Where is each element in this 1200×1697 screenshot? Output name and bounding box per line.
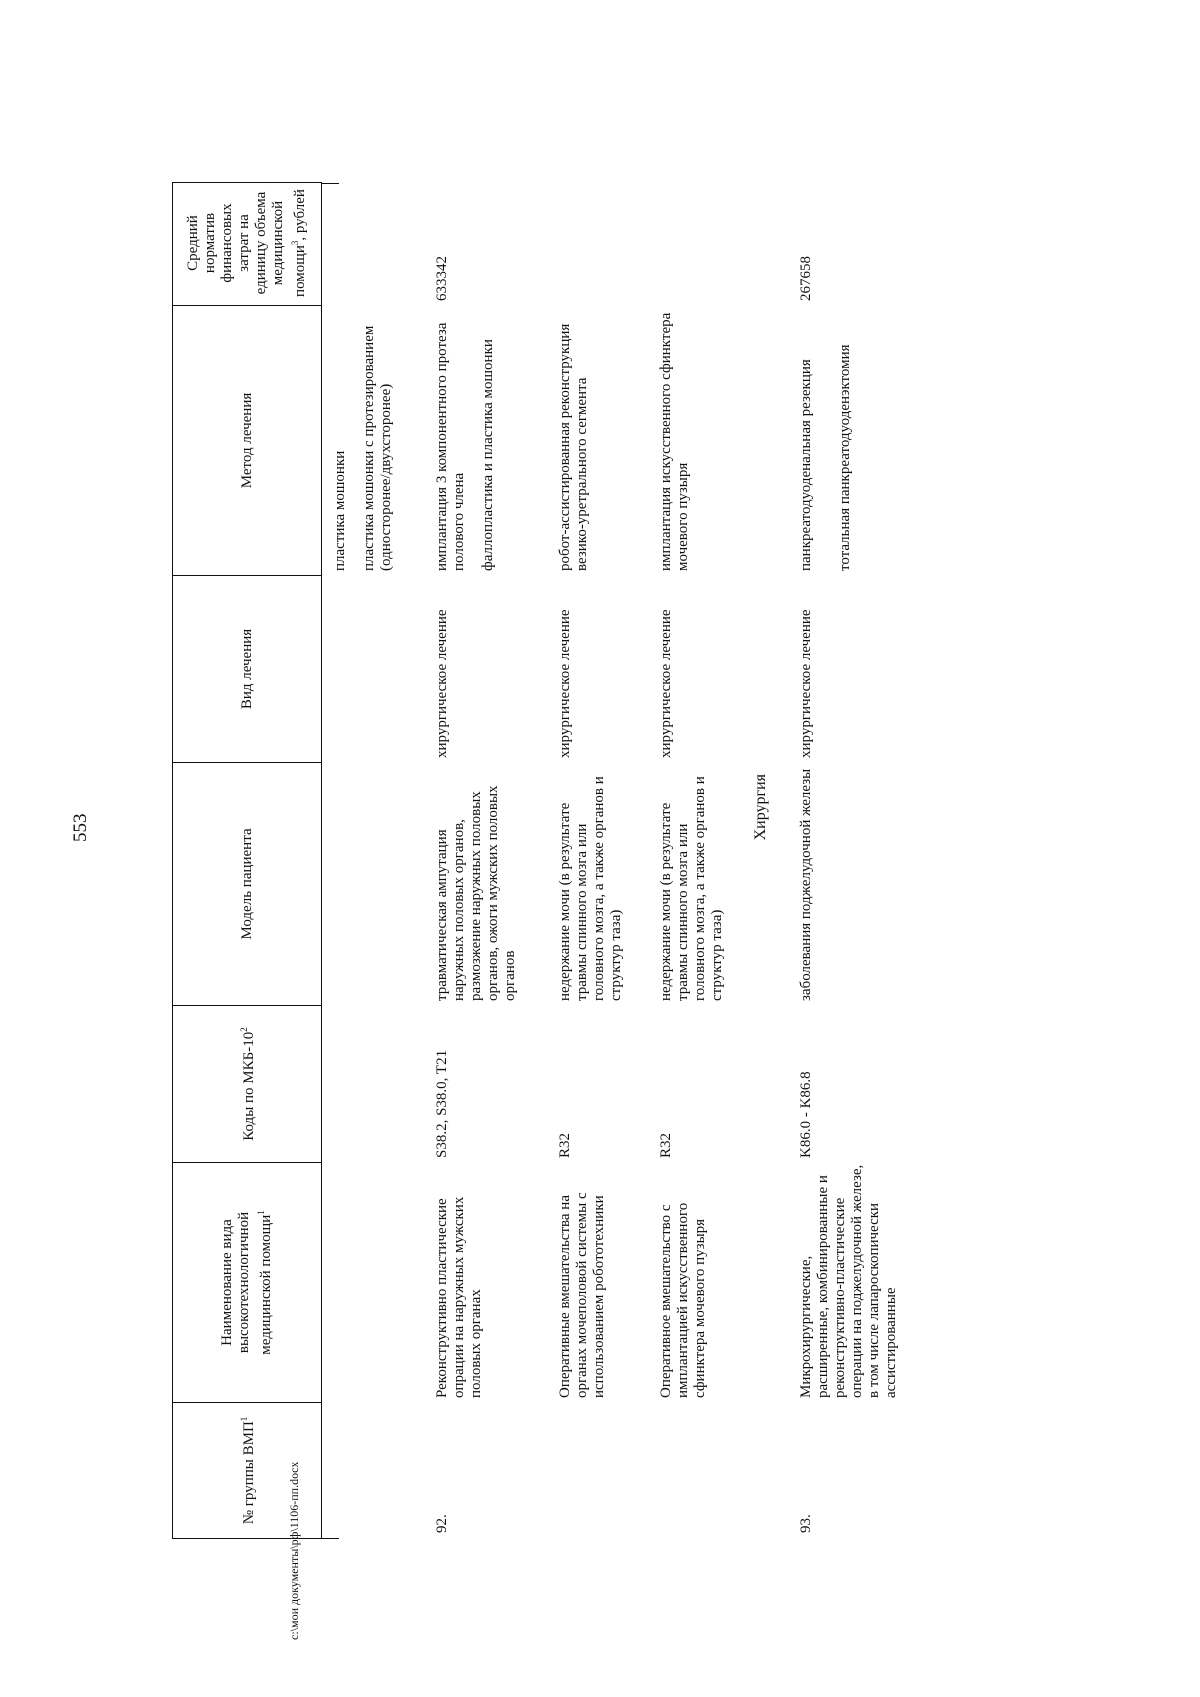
row-93-name: Микрохирургические, расширенные, комбинированные и реконструктивно-пластические операции на поджелудочной железе, в том числе лапароскопически ассистированные [798,1164,899,1398]
row-92-cost: 633342 [434,256,450,301]
row-sphincter-name: Оперативное вмешательство с имплантацией искусственного сфинктера мочевого пузыря [658,1202,708,1398]
method-item: имплантация 3 компонентного протеза полового члена [434,322,467,571]
header-method: Метод лечения [173,306,321,576]
row-robotics-model: недержание мочи (в результате травмы спинного мозга или головного мозга, а также органов и структур таза) [557,776,624,1001]
table-frame-left [322,1538,339,1539]
carry-over-method [332,307,395,577]
row-sphincter-treatment: хирургическое лечение [658,609,674,758]
page-number: 553 [70,813,91,842]
table-header [172,182,322,1539]
row-sphincter-model: недержание мочи (в результате травмы спинного мозга или головного мозга, а также органов и структур таза) [658,776,725,1001]
row-sphincter-codes: R32 [658,1132,674,1158]
header-cost: Средний норматив финансовых затрат на единицу объема медицинской помощи$^3$, рублей [173,181,321,306]
header-codes: Коды по МКБ-$10^2$ [173,1006,321,1163]
row-93-no: 93. [798,1514,814,1533]
section-title: Хирургия [752,774,769,841]
row-robotics-name: Оперативные вмешательства на органах мочеполовой системы с использованием робототехники [557,1192,607,1398]
row-93-model: заболевания поджелудочной железы [798,768,814,1001]
row-92-method [434,307,497,577]
file-path: c:\мои документы\рф\1106-пп.docx [287,1461,301,1640]
header-treatment: Вид лечения [173,576,321,763]
row-93-treatment: хирургическое лечение [798,609,814,758]
row-93-codes: K86.0 - K86.8 [798,1071,814,1158]
header-name: Наименование вида высокотехнологичной медицинской помощи$^1$ [173,1163,321,1403]
header-model: Модель пациента [173,763,321,1006]
row-92-codes: S38.2, S38.0, T21 [434,1049,450,1158]
row-robotics-treatment: хирургическое лечение [557,609,573,758]
table-frame-right [322,183,339,184]
row-93-cost: 267658 [798,256,814,301]
row-92-model: травматическая ампутация наружных половых органов, размозжение наружных половых органов, ожоги мужских половых органов [434,785,518,1001]
method-item: пластика мошонки [332,450,348,571]
row-93-method [798,307,854,577]
row-92-treatment: хирургическое лечение [434,609,450,758]
method-item: панкреатодуоденальная резекция [798,359,814,571]
rotated-table-sheet [172,182,1200,1539]
method-item: пластика мошонки с протезированием (односторонее/двухсторонее) [361,325,394,571]
row-robotics-codes: R32 [557,1132,573,1158]
row-sphincter-method: имплантация искусственного сфинктера мочевого пузыря [658,312,691,571]
method-item: тотальная панкреатодуоденэктомия [837,344,853,571]
header-group-no: № группы ВМП$^1$ [239,1416,257,1525]
row-92-name: Реконструктивно пластические опрации на наружных мужских половых органах [434,1196,484,1398]
row-robotics-method: робот-ассистированная реконструкция везико-уретрального сегмента [557,323,590,571]
row-92-no: 92. [434,1514,450,1533]
method-item: фаллопластика и пластика мошонки [480,339,496,571]
